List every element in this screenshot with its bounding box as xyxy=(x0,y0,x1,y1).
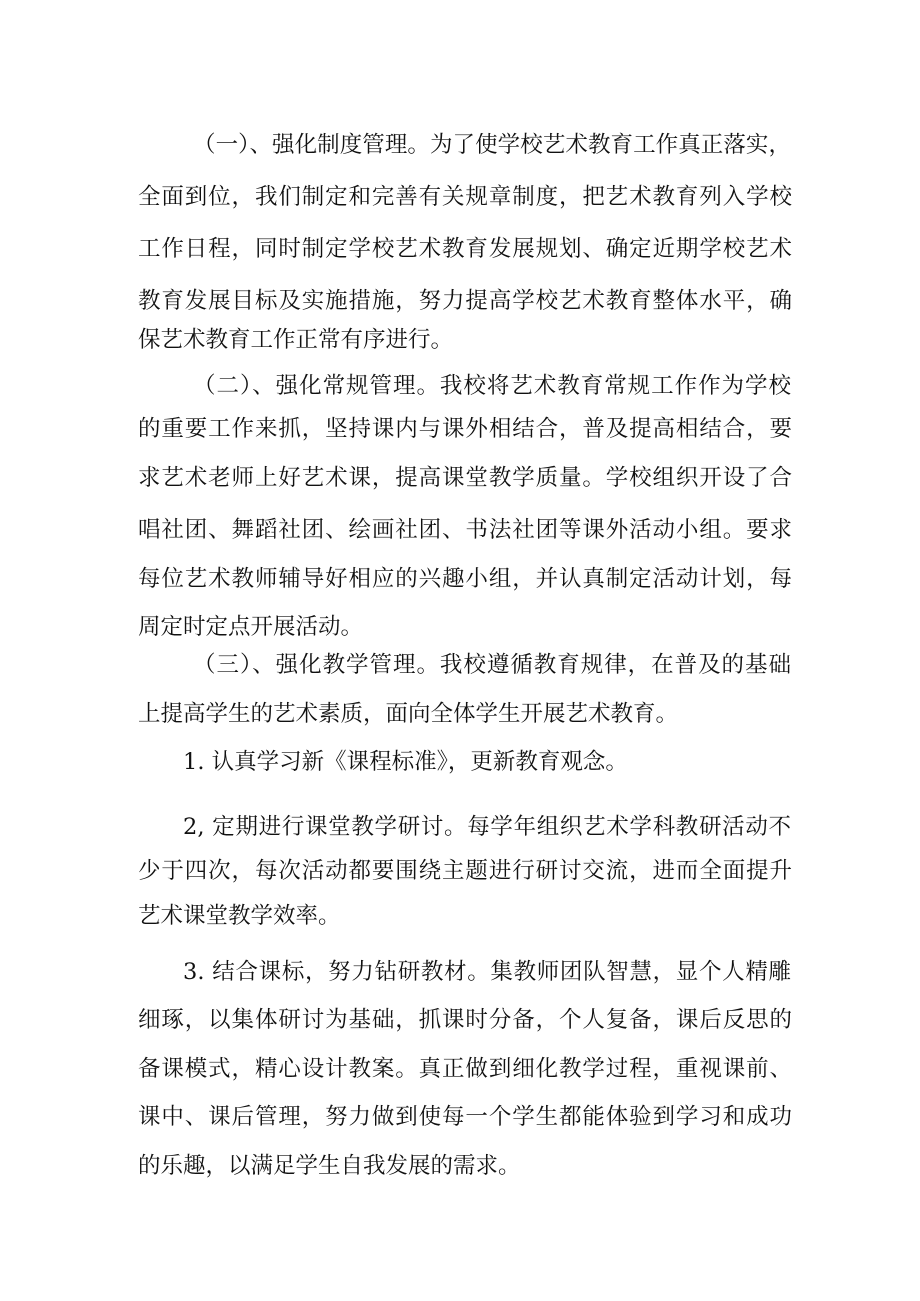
list-item-3-line-3: 备课模式，精心设计教案。真正做到细化教学过程，重视课前、 xyxy=(138,1056,792,1082)
list-item-1-line-1: 1. 认真学习新《课程标准》，更新教育观念。 xyxy=(183,749,628,775)
list-item-3-line-5: 的乐趣，以满足学生自我发展的需求。 xyxy=(138,1153,521,1179)
list-item-2-line-2: 少于四次，每次活动都要围绕主题进行研讨交流，进而全面提升 xyxy=(138,858,792,884)
paragraph-1-line-3: 工作日程，同时制定学校艺术教育发展规划、确定近期学校艺术 xyxy=(138,236,792,262)
list-item-3-line-1: 3. 结合课标，努力钻研教材。集教师团队智慧，显个人精雕 xyxy=(183,959,791,985)
paragraph-2-line-1: （二）、强化常规管理。我校将艺术教育常规工作作为学校 xyxy=(193,373,791,399)
paragraph-2-line-4: 唱社团、舞蹈社团、绘画社团、书法社团等课外活动小组。要求 xyxy=(138,517,792,543)
list-item-3-line-2: 细琢，以集体研讨为基础，抓课时分备，个人复备，课后反思的 xyxy=(138,1007,792,1033)
list-item-2-line-3: 艺术课堂教学效率。 xyxy=(138,903,341,929)
paragraph-1-line-1: （一）、强化制度管理。为了使学校艺术教育工作真正落实， xyxy=(193,132,791,158)
paragraph-2-line-3: 求艺术老师上好艺术课，提高课堂教学质量。学校组织开设了合 xyxy=(138,465,792,491)
paragraph-1-line-5: 保艺术教育工作正常有序进行。 xyxy=(138,327,454,353)
paragraph-1-line-2: 全面到位，我们制定和完善有关规章制度，把艺术教育列入学校 xyxy=(138,184,792,210)
paragraph-3-line-1: （三）、强化教学管理。我校遵循教育规律，在普及的基础 xyxy=(193,652,791,678)
paragraph-2-line-6: 周定时定点开展活动。 xyxy=(138,614,364,640)
paragraph-2-line-5: 每位艺术教师辅导好相应的兴趣小组，并认真制定活动计划，每 xyxy=(138,566,792,592)
paragraph-1-line-4: 教育发展目标及实施措施，努力提高学校艺术教育整体水平，确 xyxy=(138,288,792,314)
list-item-3-line-4: 课中、课后管理，努力做到使每一个学生都能体验到学习和成功 xyxy=(138,1104,792,1130)
paragraph-2-line-2: 的重要工作来抓，坚持课内与课外相结合，普及提高相结合，要 xyxy=(138,416,792,442)
paragraph-3-line-2: 上提高学生的艺术素质，面向全体学生开展艺术教育。 xyxy=(138,701,679,727)
list-item-2-line-1: 2, 定期进行课堂教学研讨。每学年组织艺术学科教研活动不 xyxy=(183,814,791,840)
